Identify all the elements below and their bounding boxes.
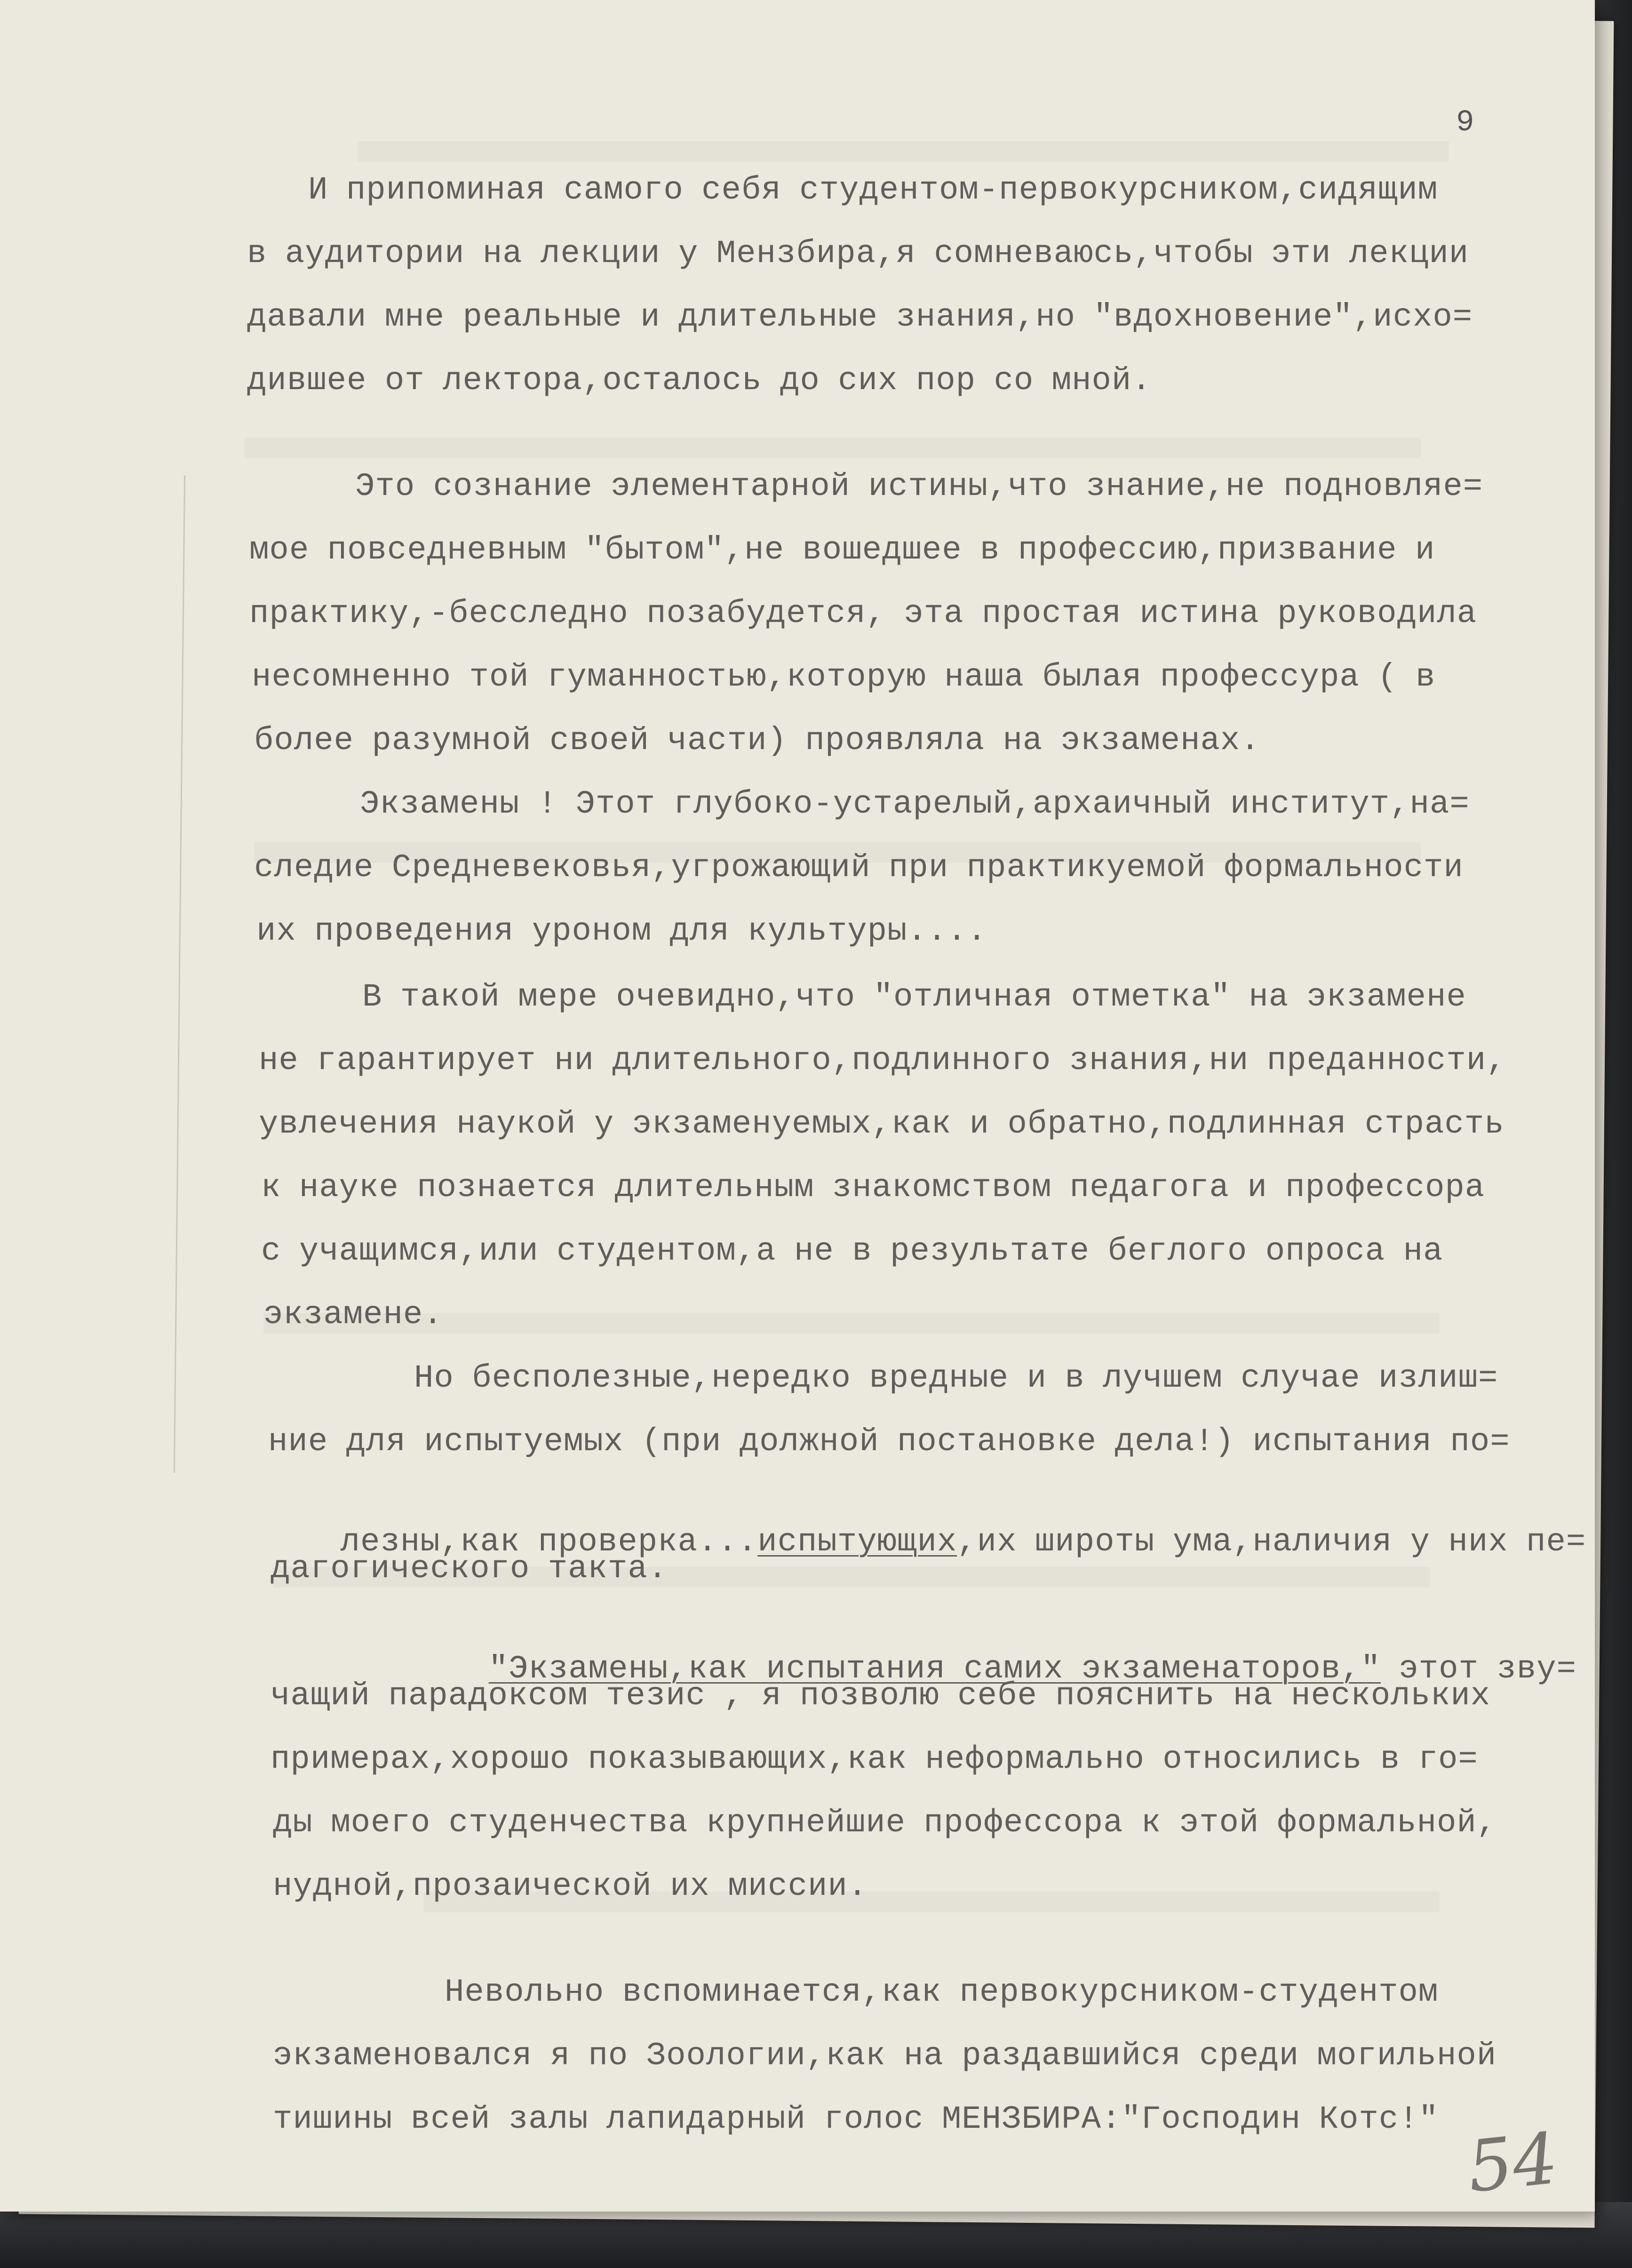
text-line: В такой мере очевидно,что "отличная отметка" на экзамене bbox=[362, 979, 1466, 1015]
text-line: экзамене. bbox=[263, 1296, 443, 1333]
text-line: следие Средневековья,угрожающий при практикуемой формальности bbox=[254, 849, 1464, 886]
text-line: в аудитории на лекции у Мензбира,я сомневаюсь,чтобы эти лекции bbox=[247, 235, 1469, 272]
text-line: примерах,хорошо показывающих,как неформально относились в го= bbox=[271, 1741, 1478, 1778]
text-line: увлечения наукой у экзаменуемых,как и обратно,подлинная страсть bbox=[259, 1106, 1505, 1142]
text-line: к науке познается длительным знакомством педагога и профессора bbox=[261, 1169, 1485, 1206]
text-line: И припоминая самого себя студентом-первокурсником,сидящим bbox=[308, 172, 1438, 208]
text-line: более разумной своей части) проявляла на экзаменах. bbox=[254, 722, 1260, 759]
handwritten-archive-number: 54 bbox=[1464, 2117, 1562, 2209]
pencil-margin-line bbox=[174, 475, 185, 1473]
text-line: ды моего студенчества крупнейшие профессора к этой формальной, bbox=[273, 1805, 1497, 1841]
text-line: Это сознание элементарной истины,что знание,не подновляе= bbox=[355, 468, 1483, 505]
text-segment: лезны,как проверка... bbox=[340, 1524, 758, 1560]
text-line: не гарантирует ни длительного,подлинного знания,ни преданности, bbox=[259, 1042, 1506, 1079]
text-segment: этот зву= bbox=[1380, 1651, 1577, 1687]
page-number: 9 bbox=[1456, 106, 1475, 140]
text-line: дившее от лектора,осталось до сих пор со мной. bbox=[247, 362, 1152, 399]
text-line: Но бесполезные,нередко вредные и в лучшем случае излиш= bbox=[414, 1360, 1498, 1397]
text-line: несомненно той гуманностью,которую наша былая профессура ( в bbox=[252, 659, 1436, 695]
underlined-word: испытующих bbox=[757, 1524, 957, 1560]
text-segment: ,их широты ума,наличия у них пе= bbox=[957, 1524, 1586, 1560]
text-line: давали мне реальные и длительные знания,но "вдохновение",исхо= bbox=[247, 299, 1473, 335]
text-line: тишины всей залы лапидарный голос МЕНЗБИРА:"Господин Котс!" bbox=[273, 2101, 1439, 2138]
text-line: нудной,прозаической их миссии. bbox=[273, 1868, 868, 1905]
text-line: дагогического такта. bbox=[271, 1550, 668, 1587]
text-line: экзаменовался я по Зоологии,как на раздавшийся среди могильной bbox=[273, 2037, 1497, 2074]
underlined-thesis: "Экзамены,как испытания самих экзаменаторов," bbox=[488, 1651, 1381, 1687]
text-line: практику,-бесследно позабудется, эта простая истина руководила bbox=[249, 595, 1477, 632]
show-through-smudge bbox=[245, 438, 1421, 458]
text-line: ние для испытуемых (при должной постановке дела!) испытания по= bbox=[268, 1423, 1510, 1460]
text-line: мое повседневным "бытом",не вошедшее в профессию,призвание и bbox=[249, 532, 1435, 568]
text-line: Экзамены ! Этот глубоко-устарелый,архаичный институт,на= bbox=[360, 786, 1470, 823]
text-line: чащий парадоксом тезис , я позволю себе пояснить на нескольких bbox=[271, 1677, 1491, 1714]
text-line: с учащимся,или студентом,а не в результате беглого опроса на bbox=[261, 1233, 1443, 1270]
text-line: их проведения уроном для культуры.... bbox=[256, 913, 987, 950]
show-through-smudge bbox=[358, 141, 1449, 162]
text-line: Невольно вспоминается,как первокурсником-студентом bbox=[445, 1974, 1439, 2011]
